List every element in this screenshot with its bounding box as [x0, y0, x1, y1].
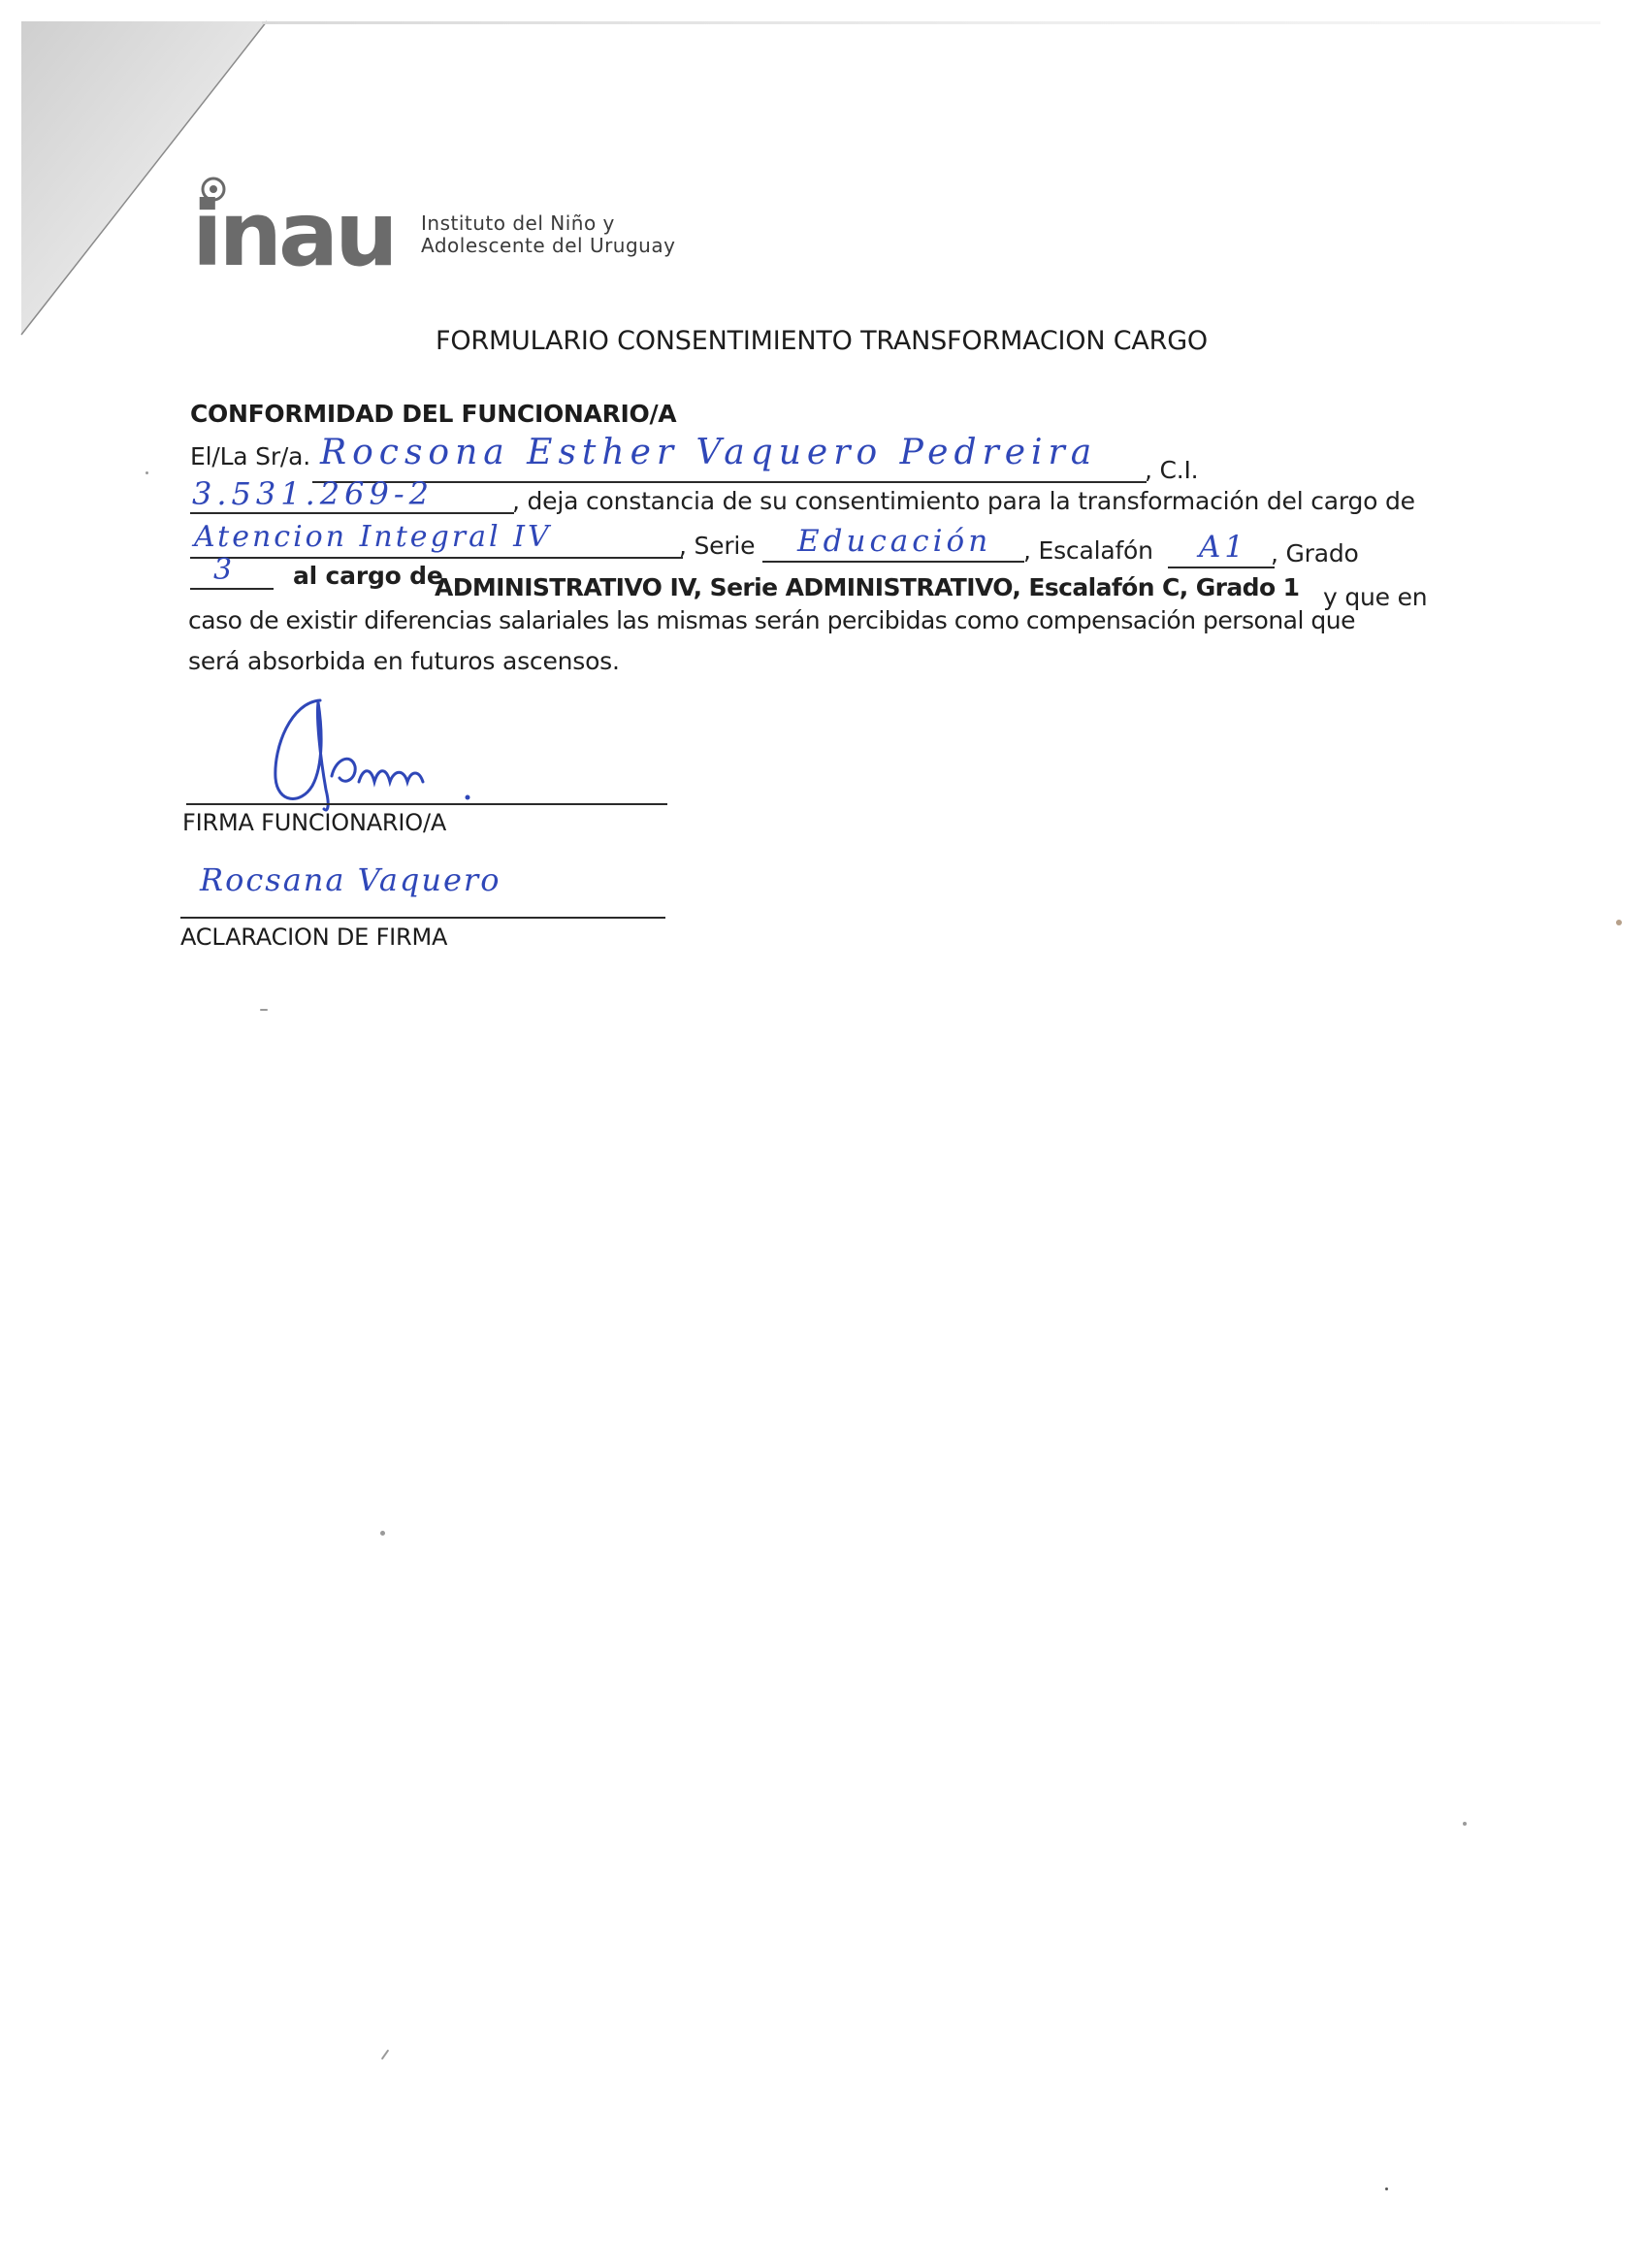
escalafon-blank[interactable]	[1168, 567, 1275, 568]
scan-speck	[1616, 920, 1622, 925]
ci-label: , C.I.	[1145, 456, 1199, 484]
logo-line-1: Instituto del Niño y	[421, 211, 615, 235]
grado-blank[interactable]	[190, 588, 274, 590]
serie-blank[interactable]	[762, 561, 1024, 563]
section-heading: CONFORMIDAD DEL FUNCIONARIO/A	[190, 400, 677, 428]
aclaracion-value: Rocsana Vaquero	[200, 861, 501, 898]
firma-label: FIRMA FUNCIONARIO/A	[182, 809, 447, 836]
scan-speck	[1385, 2187, 1388, 2190]
inau-logo-mark	[192, 170, 425, 276]
scan-speck	[146, 471, 148, 474]
new-position: ADMINISTRATIVO IV, Serie ADMINISTRATIVO, Escalafón C, Grado 1	[435, 573, 1300, 601]
name-blank[interactable]	[312, 481, 1147, 483]
line4-tail: y que en	[1323, 583, 1428, 611]
scan-speck	[260, 1009, 268, 1011]
scan-speck	[381, 2050, 390, 2060]
ci-value: 3.531.269-2	[192, 475, 435, 512]
ci-blank[interactable]	[190, 512, 514, 514]
scan-speck	[380, 1531, 385, 1536]
escalafon-value: A1	[1199, 530, 1248, 565]
cargo-blank[interactable]	[190, 557, 683, 559]
firma-line[interactable]	[186, 803, 667, 805]
form-title	[0, 326, 1649, 356]
scan-speck	[1463, 1822, 1467, 1826]
serie-label: , Serie	[679, 532, 756, 560]
form-title-text: FORMULARIO CONSENTIMIENTO TRANSFORMACION CARGO	[436, 326, 1208, 356]
escalafon-label: , Escalafón	[1023, 536, 1153, 565]
inau-logo	[192, 170, 764, 276]
logo-line-2: Adolescente del Uruguay	[421, 234, 676, 257]
al-cargo-de: al cargo de	[293, 562, 443, 590]
inau-logo-text	[421, 212, 675, 257]
compensation-text: caso de existir diferencias salariales las mismas serán percibidas como compensación personal que	[188, 606, 1355, 634]
absorption-text: será absorbida en futuros ascensos.	[188, 647, 620, 675]
name-label: El/La Sr/a.	[190, 442, 310, 470]
handwritten-signature	[262, 689, 495, 815]
serie-value: Educación	[797, 524, 992, 559]
grado-value: 3	[213, 553, 235, 587]
scan-top-edge	[262, 21, 1600, 24]
inau-logo-word: inau	[192, 182, 395, 276]
aclaracion-label: ACLARACION DE FIRMA	[180, 923, 448, 951]
grado-label: , Grado	[1271, 539, 1359, 567]
aclaracion-line[interactable]	[180, 917, 665, 919]
name-value: Rocsona Esther Vaquero Pedreira	[320, 433, 1098, 472]
cargo-value: Atencion Integral IV	[194, 520, 552, 554]
consent-text: , deja constancia de su consentimiento para la transformación del cargo de	[512, 487, 1415, 515]
